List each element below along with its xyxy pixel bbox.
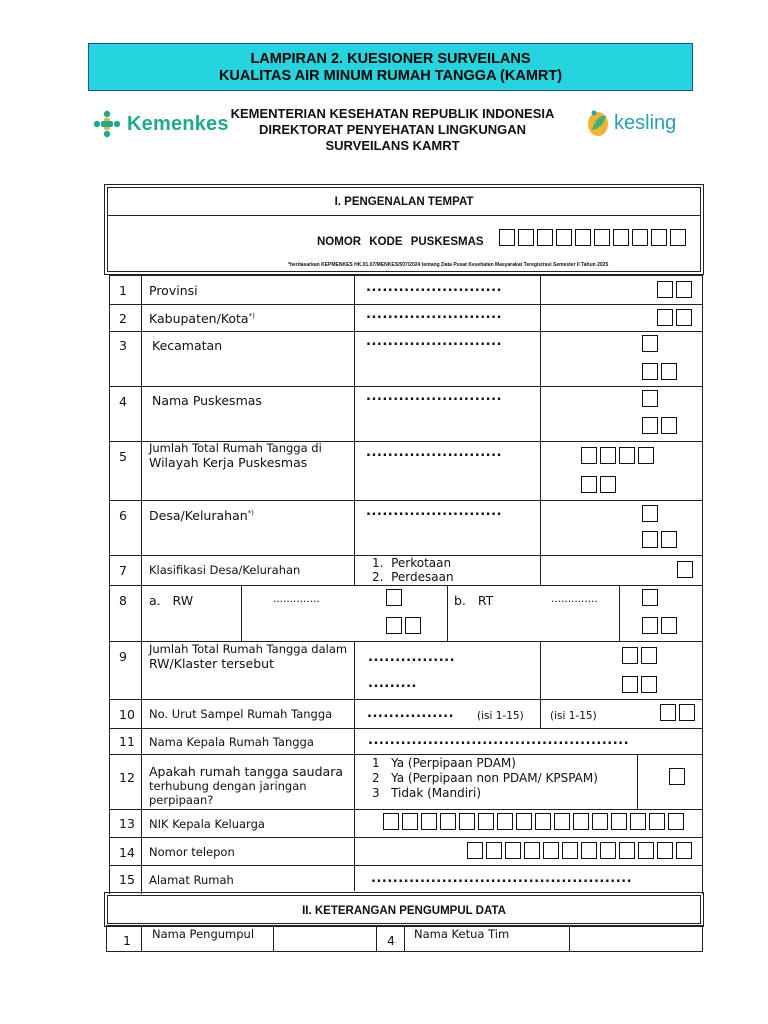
- total-rumah-tangga-dots[interactable]: .........................: [366, 445, 502, 460]
- nama-pengumpul-label: Nama Pengumpul: [152, 927, 255, 941]
- label-line: Jumlah Total Rumah Tangga di: [149, 441, 322, 455]
- row-line: [109, 275, 703, 276]
- code-box[interactable]: [516, 813, 532, 830]
- rw-divider: [241, 585, 242, 641]
- code-box[interactable]: [592, 813, 608, 830]
- kabupaten-label: [149, 311, 255, 326]
- kecamatan-code-box[interactable]: [642, 335, 658, 352]
- row-number: 15: [119, 872, 135, 887]
- section1-title: I. PENGENALAN TEMPAT: [107, 187, 701, 216]
- code-box[interactable]: [440, 813, 456, 830]
- row-number: 14: [119, 845, 135, 860]
- row-number: 4: [119, 394, 127, 409]
- row-number: 1: [119, 283, 127, 298]
- code-box[interactable]: [670, 229, 686, 246]
- kode-puskesmas-boxes[interactable]: [499, 229, 686, 246]
- kemenkes-mark-icon: [93, 110, 121, 138]
- klasifikasi-label: Klasifikasi Desa/Kelurahan: [149, 563, 301, 577]
- code-box[interactable]: [661, 417, 677, 434]
- title-banner: [88, 43, 693, 91]
- row-number: 7: [119, 563, 127, 578]
- code-box[interactable]: [405, 617, 421, 634]
- org-line-2: DIREKTORAT PENYEHATAN LINGKUNGAN: [259, 122, 526, 137]
- code-box[interactable]: [638, 842, 654, 859]
- label-line: Apakah rumah tangga saudara: [149, 764, 343, 779]
- code-box[interactable]: [630, 813, 646, 830]
- kemenkes-logo-text: Kemenkes: [127, 112, 229, 135]
- code-box[interactable]: [619, 842, 635, 859]
- kepmenkes-footnote: *berdasarkan KEPMENKES HK.01.07/MENKES/507/2024 tentang Data Pusat Kesehatan Masyarakat Teregistrasi Semester II Tahun 2025: [288, 262, 609, 268]
- code-box[interactable]: [661, 617, 677, 634]
- code-box[interactable]: [611, 813, 627, 830]
- code-box[interactable]: [543, 842, 559, 859]
- puskesmas-code-box[interactable]: [642, 390, 658, 407]
- code-box[interactable]: [632, 229, 648, 246]
- row-line: [109, 809, 703, 810]
- cell-divider: [376, 925, 377, 951]
- row-number: 3: [119, 338, 127, 353]
- nama-kepala-rt-label: Nama Kepala Rumah Tangga: [149, 735, 314, 749]
- no-urut-boxes[interactable]: [660, 704, 695, 721]
- nama-puskesmas-label: Nama Puskesmas: [152, 393, 262, 408]
- code-box[interactable]: [497, 813, 513, 830]
- range-hint: (isi 1-15): [550, 710, 597, 722]
- perpipaan-question: [149, 764, 343, 807]
- code-box[interactable]: [641, 647, 657, 664]
- code-box[interactable]: [660, 704, 676, 721]
- code-box[interactable]: [649, 813, 665, 830]
- rt-dots[interactable]: ..............: [551, 593, 598, 605]
- code-box[interactable]: [651, 229, 667, 246]
- banner-title-line1: LAMPIRAN 2. KUESIONER SURVEILANS: [250, 51, 531, 67]
- desa-kelurahan-label: [149, 508, 254, 523]
- row-number: 12: [119, 770, 135, 785]
- code-box[interactable]: [573, 813, 589, 830]
- puskesmas-dots[interactable]: .........................: [366, 389, 502, 404]
- row-line: [109, 331, 703, 332]
- row-number: 9: [119, 649, 127, 664]
- footnote-marker: *): [247, 509, 254, 517]
- code-box[interactable]: [386, 617, 402, 634]
- code-box[interactable]: [642, 363, 658, 380]
- code-box[interactable]: [478, 813, 494, 830]
- code-box[interactable]: [537, 229, 553, 246]
- code-box[interactable]: [676, 309, 692, 326]
- row-number: 8: [119, 593, 127, 608]
- alamat-dots[interactable]: ................................................: [371, 871, 633, 886]
- provinsi-label: Provinsi: [149, 283, 198, 298]
- code-box[interactable]: [600, 447, 616, 464]
- code-box[interactable]: [499, 229, 515, 246]
- rt-divider: [447, 585, 448, 641]
- puskesmas-code-boxes[interactable]: [642, 417, 677, 434]
- code-box[interactable]: [505, 842, 521, 859]
- row-line: [109, 304, 703, 305]
- range-hint: (isi 1-15): [477, 710, 524, 722]
- row-line: [109, 865, 703, 866]
- code-box[interactable]: [562, 842, 578, 859]
- code-box[interactable]: [421, 813, 437, 830]
- cell-divider: [569, 925, 570, 951]
- klaster-boxes-2[interactable]: [622, 676, 657, 693]
- row-number: 1: [123, 933, 131, 948]
- kesling-logo: [585, 107, 676, 139]
- rw-code-box[interactable]: [386, 589, 402, 606]
- total-rt-boxes-2[interactable]: [581, 476, 616, 493]
- code-box[interactable]: [556, 229, 572, 246]
- total-rumah-tangga-label: [149, 441, 322, 470]
- option-perdesaan[interactable]: 2. Perdesaan: [372, 570, 454, 584]
- code-box[interactable]: [642, 589, 658, 606]
- code-box[interactable]: [581, 476, 597, 493]
- label-line: terhubung dengan jaringan: [149, 779, 307, 793]
- row-line: [109, 728, 703, 729]
- code-box[interactable]: [619, 447, 635, 464]
- label-line: Wilayah Kerja Puskesmas: [149, 455, 308, 470]
- section2-title: II. KETERANGAN PENGUMPUL DATA: [107, 895, 701, 924]
- kode-puskesmas-label: NOMOR KODE PUSKESMAS: [317, 236, 484, 248]
- kecamatan-dots[interactable]: .........................: [366, 334, 502, 349]
- code-box[interactable]: [642, 505, 658, 522]
- banner-title-line2: KUALITAS AIR MINUM RUMAH TANGGA (KAMRT): [218, 68, 563, 84]
- code-box[interactable]: [518, 229, 534, 246]
- total-rt-boxes[interactable]: [581, 447, 654, 464]
- code-box[interactable]: [594, 229, 610, 246]
- code-box[interactable]: [657, 281, 673, 298]
- option-non-pdam[interactable]: 2 Ya (Perpipaan non PDAM/ KPSPAM): [372, 771, 598, 785]
- code-box[interactable]: [642, 617, 658, 634]
- code-box[interactable]: [657, 842, 673, 859]
- label-line: Jumlah Total Rumah Tangga dalam: [149, 642, 348, 656]
- code-box[interactable]: [669, 768, 685, 785]
- label-line: RW/Klaster tersebut: [149, 656, 274, 671]
- q12-box-divider: [637, 754, 638, 809]
- desa-dots[interactable]: .........................: [366, 504, 502, 519]
- code-box[interactable]: [524, 842, 540, 859]
- kesling-logo-text: kesling: [614, 111, 677, 134]
- no-urut-sampel-label: No. Urut Sampel Rumah Tangga: [149, 707, 333, 721]
- code-box[interactable]: [575, 229, 591, 246]
- row-line: [109, 386, 703, 387]
- organization-header: [200, 106, 585, 154]
- row-line: [106, 951, 703, 952]
- nama-kepala-dots[interactable]: ................................................: [368, 733, 630, 748]
- row-line: [109, 699, 703, 700]
- nama-ketua-tim-label: Nama Ketua Tim: [414, 927, 510, 941]
- klaster-boxes-1[interactable]: [622, 647, 657, 664]
- provinsi-dots[interactable]: .........................: [366, 280, 502, 295]
- row-line: [109, 754, 703, 755]
- klaster-dots-2[interactable]: .........: [368, 676, 417, 691]
- kecamatan-code-boxes[interactable]: [642, 363, 677, 380]
- desa-code-boxes[interactable]: [642, 531, 677, 548]
- kabupaten-dots[interactable]: .........................: [366, 307, 502, 322]
- code-box[interactable]: [657, 309, 673, 326]
- label-line: perpipaan?: [149, 793, 214, 807]
- code-box[interactable]: [668, 813, 684, 830]
- nomor-telepon-label: Nomor telepon: [149, 845, 235, 859]
- kesling-leaf-icon: [585, 108, 611, 138]
- code-box[interactable]: [581, 842, 597, 859]
- rt-box-divider: [619, 585, 620, 641]
- code-box[interactable]: [641, 676, 657, 693]
- code-box[interactable]: [642, 335, 658, 352]
- code-box[interactable]: [642, 417, 658, 434]
- row-line: [109, 585, 703, 586]
- code-box[interactable]: [676, 281, 692, 298]
- option-pdam[interactable]: 1 Ya (Perpipaan PDAM): [372, 756, 516, 770]
- kabupaten-code-boxes[interactable]: [657, 309, 692, 326]
- code-box[interactable]: [383, 813, 399, 830]
- code-box[interactable]: [642, 531, 658, 548]
- row-line: [109, 837, 703, 838]
- code-box[interactable]: [459, 813, 475, 830]
- code-box[interactable]: [661, 363, 677, 380]
- perpipaan-box[interactable]: [669, 768, 685, 785]
- code-box[interactable]: [613, 229, 629, 246]
- code-box[interactable]: [386, 589, 402, 606]
- code-box[interactable]: [600, 476, 616, 493]
- code-box[interactable]: [535, 813, 551, 830]
- code-box[interactable]: [467, 842, 483, 859]
- row-number: 5: [119, 449, 127, 464]
- box-column-divider: [540, 275, 541, 585]
- code-box[interactable]: [486, 842, 502, 859]
- alamat-rumah-label: Alamat Rumah: [149, 873, 234, 887]
- rw-label: a. RW: [149, 593, 194, 608]
- option-perkotaan[interactable]: 1. Perkotaan: [372, 556, 452, 570]
- rw-dots[interactable]: ..............: [273, 593, 320, 605]
- row-number: 10: [119, 707, 135, 722]
- cell-divider: [273, 925, 274, 951]
- row-number: 11: [119, 734, 135, 749]
- no-urut-dots[interactable]: ................: [367, 706, 455, 721]
- code-box[interactable]: [679, 704, 695, 721]
- code-box[interactable]: [676, 842, 692, 859]
- table-left-border: [106, 925, 107, 951]
- cell-divider: [141, 925, 142, 951]
- desa-code-box[interactable]: [642, 505, 658, 522]
- code-box[interactable]: [402, 813, 418, 830]
- table-right-border: [702, 925, 703, 951]
- rt-label: b. RT: [454, 593, 494, 608]
- code-box[interactable]: [581, 447, 597, 464]
- telepon-boxes[interactable]: [467, 842, 692, 859]
- row-number: 4: [387, 933, 395, 948]
- code-box[interactable]: [622, 647, 638, 664]
- nik-label: NIK Kepala Keluarga: [149, 817, 265, 831]
- row-number: 6: [119, 508, 127, 523]
- row-number: 13: [119, 816, 135, 831]
- org-line-3: SURVEILANS KAMRT: [325, 138, 460, 153]
- option-mandiri[interactable]: 3 Tidak (Mandiri): [372, 786, 482, 800]
- code-box[interactable]: [554, 813, 570, 830]
- rw-code-boxes[interactable]: [386, 617, 421, 634]
- footnote-marker: *): [248, 312, 255, 320]
- row-line: [109, 500, 703, 501]
- total-rt-klaster-label: [149, 642, 347, 671]
- box-column-divider: [540, 641, 541, 728]
- kabupaten-label-text: Kabupaten/Kota: [149, 311, 249, 326]
- desa-label-text: Desa/Kelurahan: [149, 508, 248, 523]
- nik-boxes[interactable]: [383, 813, 684, 830]
- row-number: 2: [119, 311, 127, 326]
- value-column-divider: [354, 641, 355, 891]
- rt-code-box[interactable]: [642, 589, 658, 606]
- rt-code-boxes[interactable]: [642, 617, 677, 634]
- code-box[interactable]: [622, 676, 638, 693]
- code-box[interactable]: [642, 390, 658, 407]
- cell-divider: [404, 925, 405, 951]
- code-box[interactable]: [661, 531, 677, 548]
- value-column-divider: [354, 275, 355, 585]
- code-box[interactable]: [677, 561, 693, 578]
- klasifikasi-box[interactable]: [677, 561, 693, 578]
- klaster-dots-1[interactable]: ................: [368, 650, 456, 665]
- code-box[interactable]: [600, 842, 616, 859]
- kecamatan-label: Kecamatan: [152, 338, 223, 353]
- org-line-1: KEMENTERIAN KESEHATAN REPUBLIK INDONESIA: [230, 106, 555, 121]
- code-box[interactable]: [638, 447, 654, 464]
- provinsi-code-boxes[interactable]: [657, 281, 692, 298]
